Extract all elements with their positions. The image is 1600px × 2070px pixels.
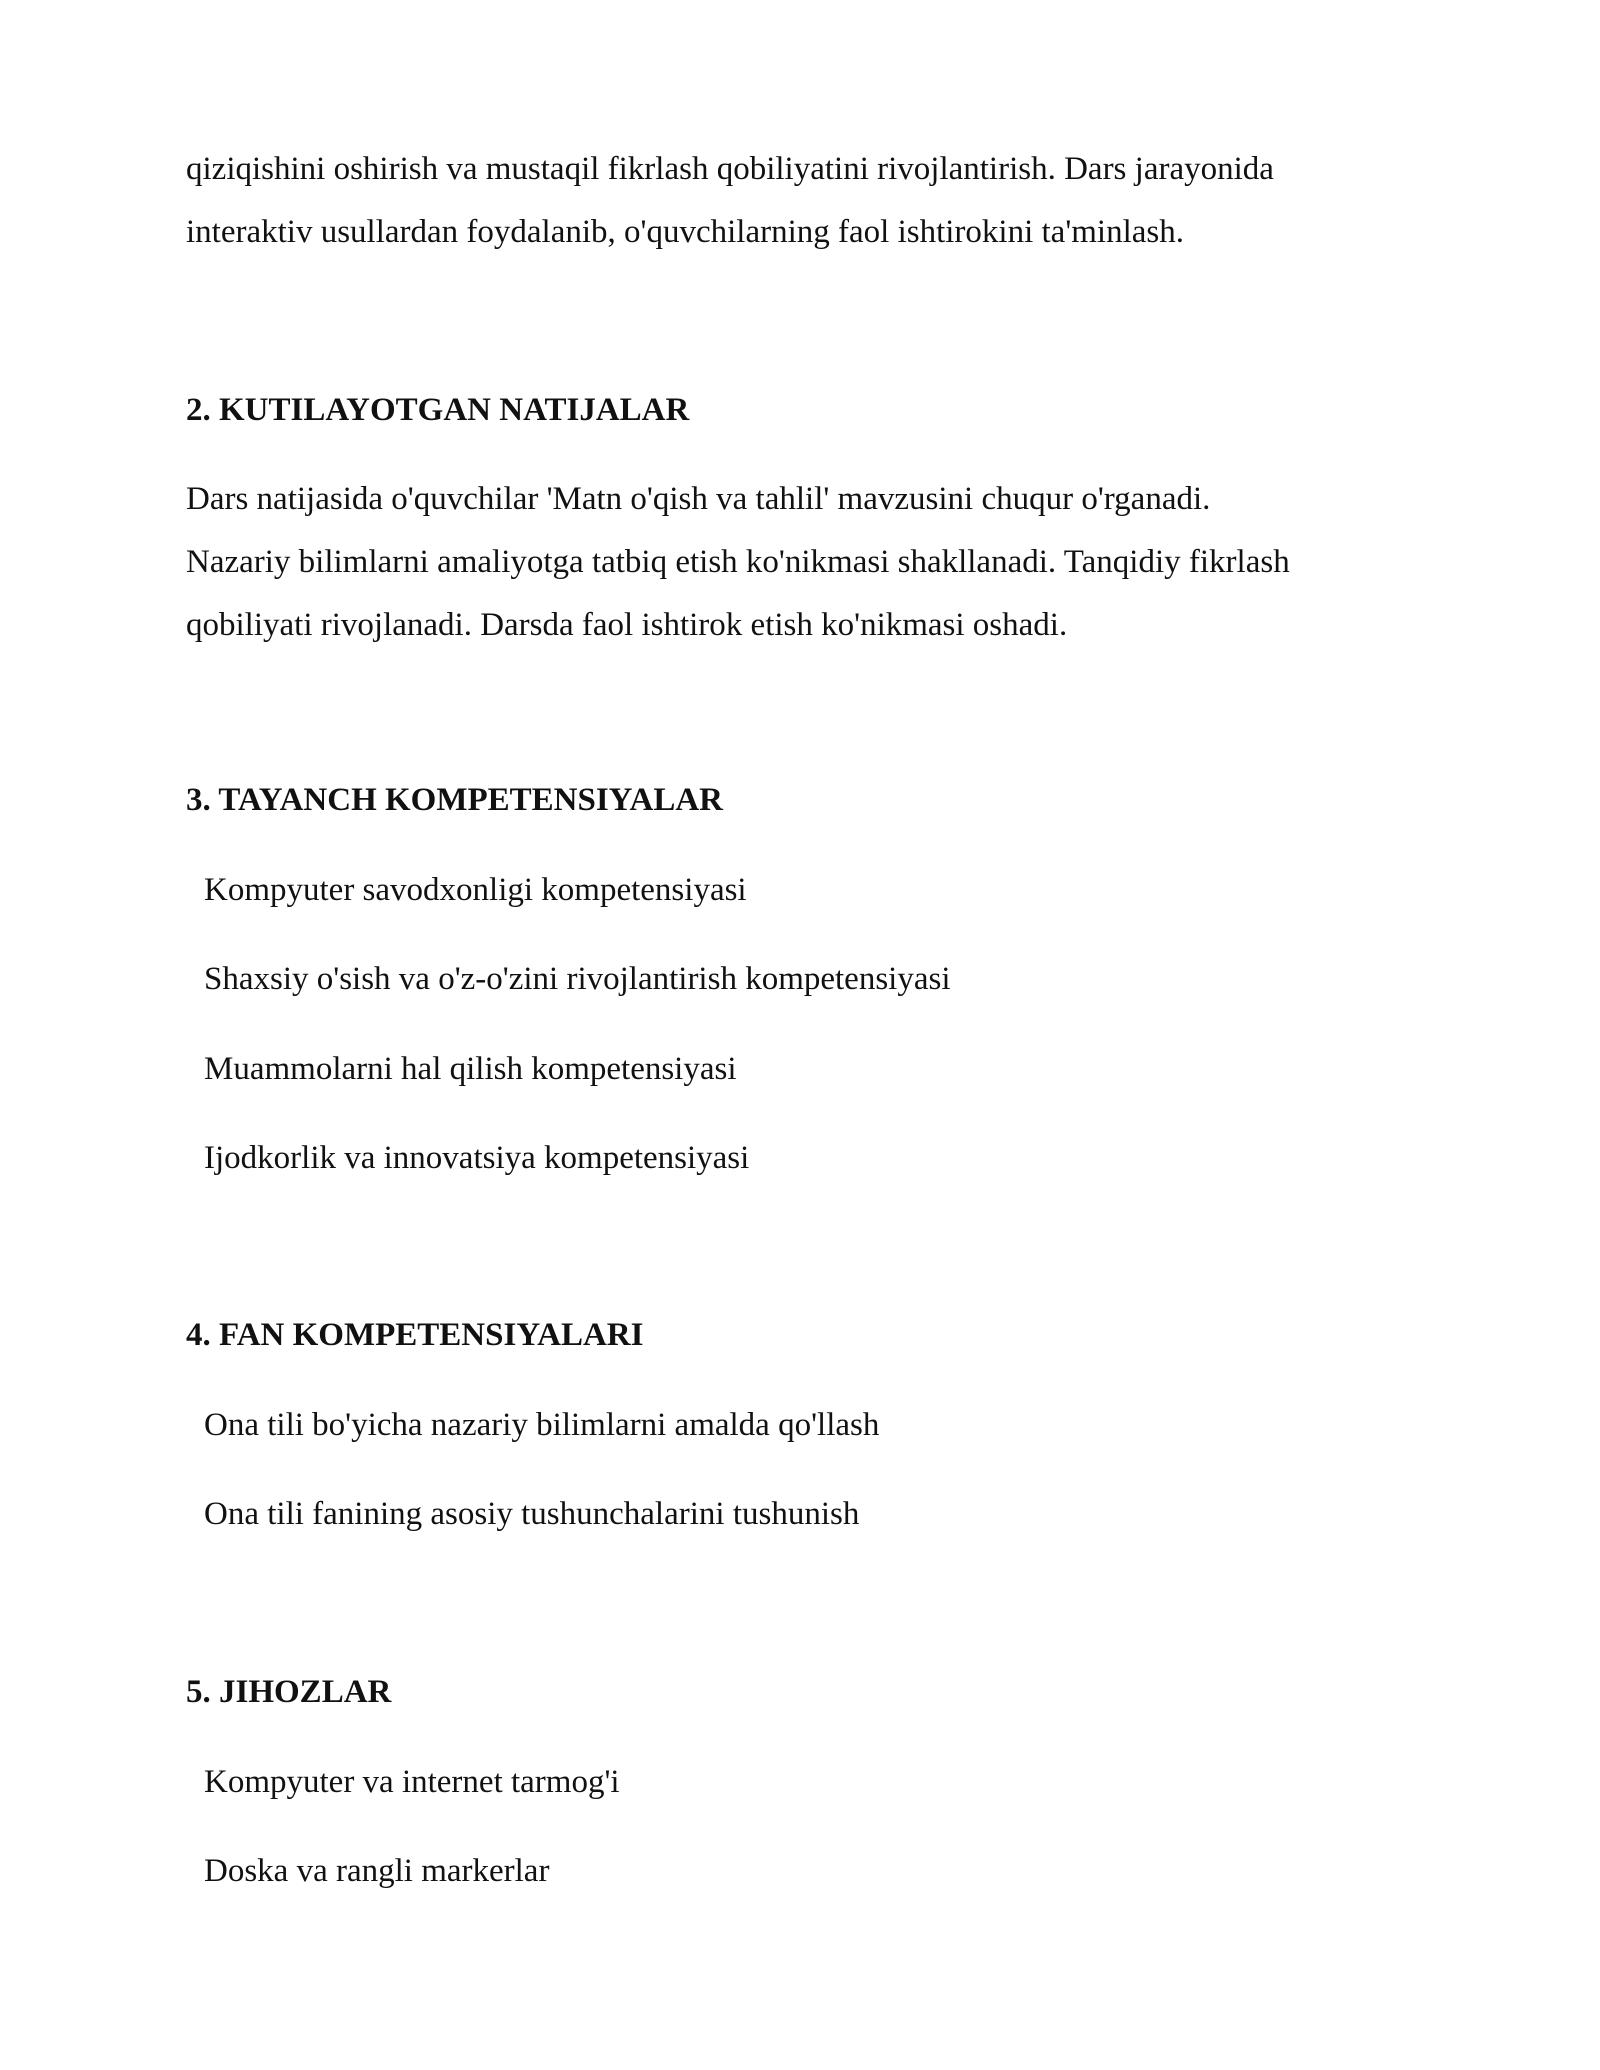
- expected-results-line: Nazariy bilimlarni amaliyotga tatbiq etish ko'nikmasi shakllanadi. Tanqidiy fikrlash: [186, 544, 1290, 580]
- expected-results-line: Dars natijasida o'quvchilar 'Matn o'qish va tahlil' mavzusini chuqur o'rganadi.: [186, 481, 1211, 517]
- document-page: [186, 0, 1436, 2070]
- section-heading-core-competencies: 3. TAYANCH KOMPETENSIYALAR: [186, 782, 723, 818]
- list-item: Doska va rangli markerlar: [204, 1853, 550, 1889]
- intro-line: qiziqishini oshirish va mustaqil fikrlash qobiliyatini rivojlantirish. Dars jarayonida: [186, 151, 1274, 187]
- list-item: Ijodkorlik va innovatsiya kompetensiyasi: [204, 1140, 750, 1176]
- list-item: Kompyuter va internet tarmog'i: [204, 1764, 620, 1800]
- section-heading-expected-results: 2. KUTILAYOTGAN NATIJALAR: [186, 392, 690, 428]
- expected-results-paragraph: [186, 468, 1436, 657]
- section-heading-equipment: 5. JIHOZLAR: [186, 1674, 392, 1710]
- list-item: Kompyuter savodxonligi kompetensiyasi: [204, 872, 747, 908]
- intro-line: interaktiv usullardan foydalanib, o'quvchilarning faol ishtirokini ta'minlash.: [186, 214, 1185, 250]
- section-heading-subject-competencies: 4. FAN KOMPETENSIYALARI: [186, 1317, 644, 1353]
- list-item: Ona tili fanining asosiy tushunchalarini tushunish: [204, 1496, 860, 1532]
- list-item: Ona tili bo'yicha nazariy bilimlarni amalda qo'llash: [204, 1407, 880, 1443]
- list-item: Shaxsiy o'sish va o'z-o'zini rivojlantirish kompetensiyasi: [204, 961, 951, 997]
- intro-paragraph: [186, 138, 1436, 264]
- list-item: Muammolarni hal qilish kompetensiyasi: [204, 1051, 737, 1087]
- expected-results-line: qobiliyati rivojlanadi. Darsda faol ishtirok etish ko'nikmasi oshadi.: [186, 607, 1068, 643]
